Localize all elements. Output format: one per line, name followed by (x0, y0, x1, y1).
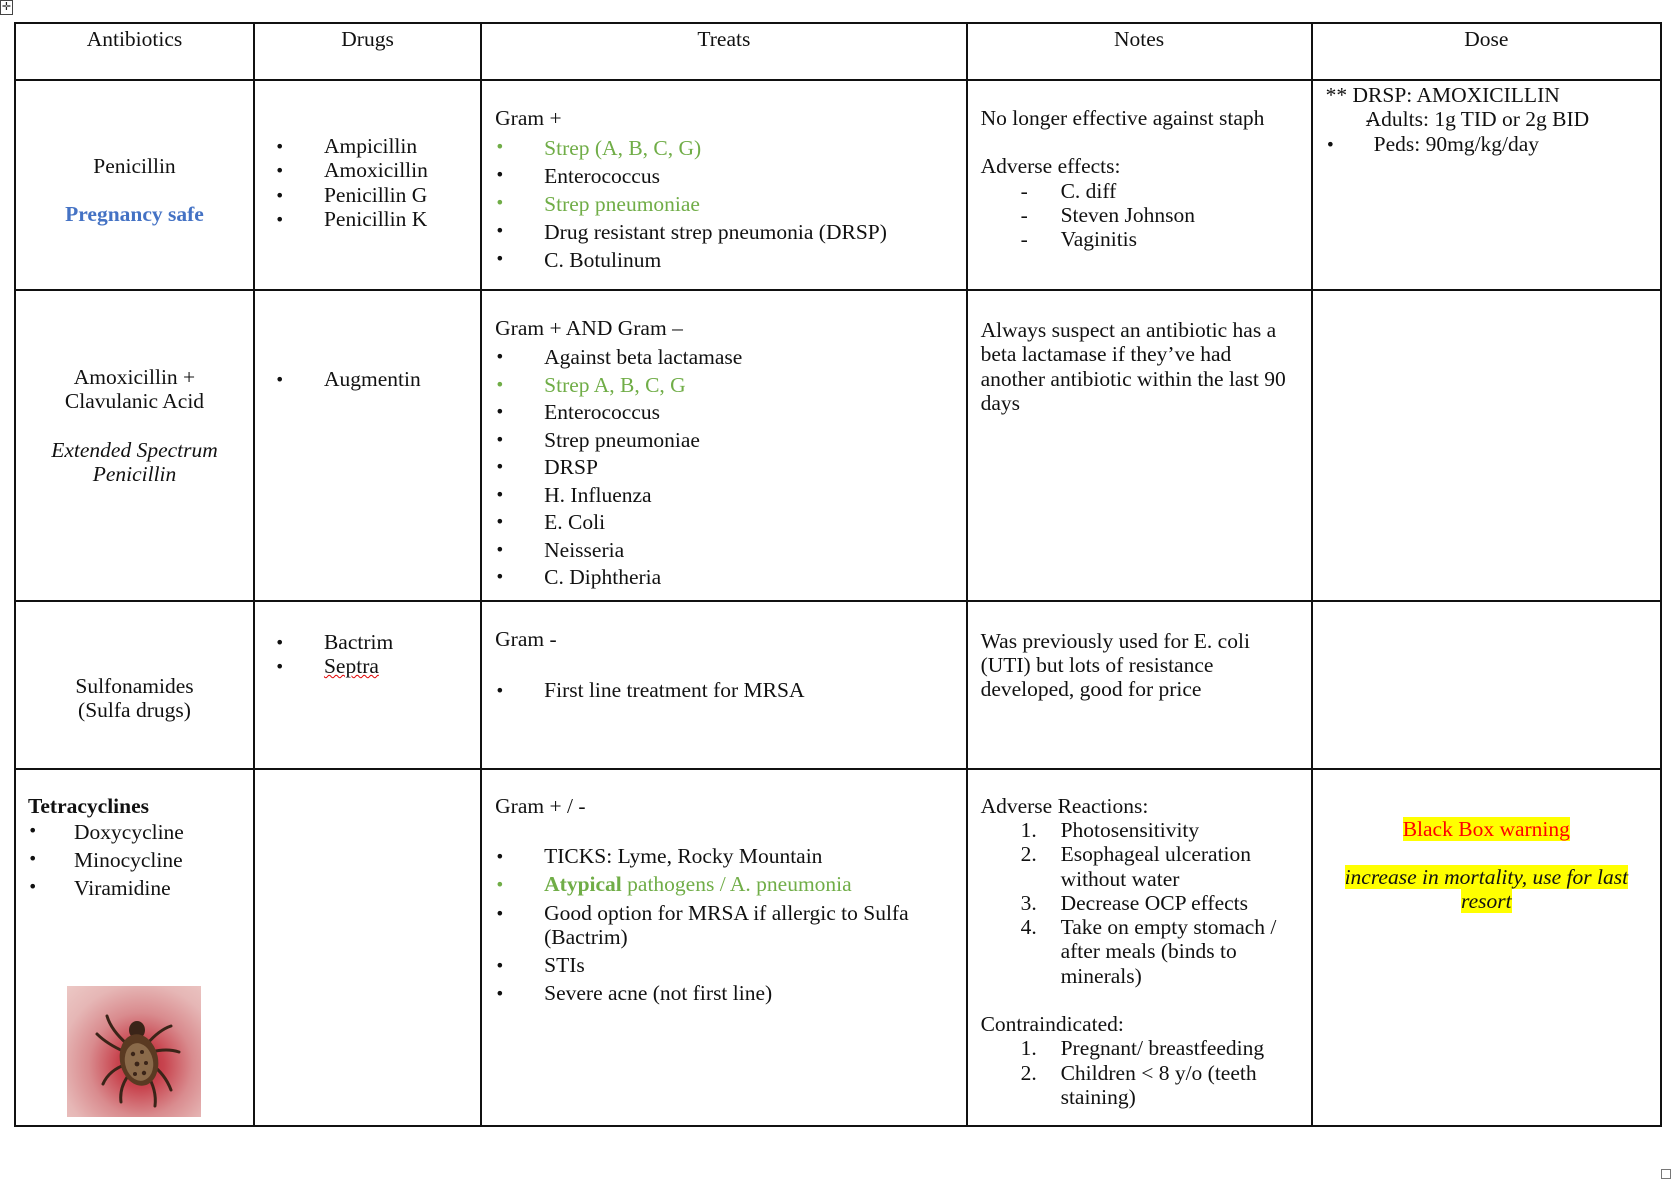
list-item: • C. Botulinum (495, 246, 952, 274)
header-treats: Treats (481, 23, 966, 80)
cell-treats (481, 80, 966, 290)
list-item (981, 891, 1298, 915)
list-item: • Strep pneumoniae (495, 427, 952, 455)
cell-dose (1312, 80, 1661, 290)
cell-notes (967, 601, 1312, 769)
cell-dose (1312, 290, 1661, 601)
list-item: • Strep A, B, C, G (495, 372, 952, 400)
list-item: • Doxycycline (28, 818, 240, 846)
cell-drugs (254, 80, 481, 290)
antibiotic-name-line1: Amoxicillin + (73, 365, 196, 389)
cell-drugs (254, 290, 481, 601)
list-item (981, 842, 1298, 891)
header-antibiotics: Antibiotics (15, 23, 254, 80)
cell-antibiotic (15, 769, 254, 1126)
misspelling-underline-text: Septra (323, 654, 379, 679)
list-item: • Minocycline (28, 846, 240, 874)
list-item: • C. Diphtheria (495, 564, 952, 592)
list-item: - Adults: 1g TID or 2g BID (1326, 107, 1647, 131)
list-item-text: Pregnant/ breastfeeding (1060, 1036, 1265, 1061)
header-drugs: Drugs (254, 23, 481, 80)
cell-notes (967, 290, 1312, 601)
list-item: - Steven Johnson (981, 203, 1298, 227)
list-item: • Drug resistant strep pneumonia (DRSP) (495, 218, 952, 246)
cell-drugs (254, 601, 481, 769)
treats-list (495, 134, 952, 274)
cell-drugs (254, 769, 481, 1126)
antibiotic-name-line2: (Sulfa drugs) (78, 698, 191, 723)
dose-dash-list (1326, 107, 1647, 131)
table-row-penicillin (15, 80, 1661, 290)
adverse-list (981, 179, 1298, 252)
list-item: • Amoxicillin (275, 158, 467, 182)
list-item: • H. Influenza (495, 482, 952, 510)
list-item: • Penicillin K (275, 207, 467, 231)
list-item: • Severe acne (not first line) (495, 981, 952, 1005)
list-number: 4. (1020, 915, 1037, 940)
header-notes: Notes (967, 23, 1312, 80)
table-header-row (15, 23, 1661, 80)
list-item-text: Children < 8 y/o (teeth staining) (1060, 1060, 1257, 1109)
list-item (981, 1061, 1298, 1110)
header-dose: Dose (1312, 23, 1661, 80)
treats-list (495, 844, 952, 1006)
black-box-warning: Black Box warning (1402, 816, 1570, 841)
drug-list (275, 630, 467, 679)
list-item: • First line treatment for MRSA (495, 678, 952, 702)
drug-list (28, 818, 240, 902)
cell-antibiotic (15, 80, 254, 290)
list-item: • Penicillin G (275, 183, 467, 207)
cell-dose (1312, 769, 1661, 1126)
list-item: • Ampicillin (275, 134, 467, 158)
cell-treats (481, 290, 966, 601)
list-item-text: Take on empty stomach / after meals (binds to minerals) (1060, 915, 1277, 988)
list-item: - Vaginitis (981, 227, 1298, 251)
table-row-augmentin (15, 290, 1661, 601)
list-item: • Bactrim (275, 630, 467, 654)
list-item: • Strep pneumoniae (495, 190, 952, 218)
cell-dose (1312, 601, 1661, 769)
list-item (981, 818, 1298, 842)
notes-text: Was previously used for E. coli (UTI) but lots of resistance developed, good for price (980, 628, 1250, 702)
antibiotic-subtitle-line2: Penicillin (92, 461, 177, 486)
antibiotic-subtitle-line1: Extended Spectrum (51, 437, 218, 462)
list-item: • Neisseria (495, 537, 952, 565)
adverse-heading: Adverse effects: (980, 154, 1121, 179)
antibiotics-table (14, 22, 1662, 1127)
adverse-list (981, 818, 1298, 988)
list-item: • Enterococcus (495, 162, 952, 190)
antibiotic-name: Tetracyclines (28, 793, 150, 818)
list-item: • TICKS: Lyme, Rocky Mountain (495, 844, 952, 868)
cell-antibiotic (15, 290, 254, 601)
list-item: • Viramidine (28, 874, 240, 902)
antibiotic-name-line1: Sulfonamides (75, 673, 194, 698)
list-item (275, 654, 467, 678)
drug-list (275, 367, 467, 391)
pregnancy-safe-label: Pregnancy safe (65, 202, 204, 227)
notes-text: Always suspect an antibiotic has a beta lactamase if they’ve had another antibiotic within the last 90 days (980, 318, 1286, 415)
drug-list (275, 134, 467, 231)
list-item: • Enterococcus (495, 399, 952, 427)
treats-list (495, 344, 952, 592)
contraindicated-list (981, 1036, 1298, 1109)
list-item: • Strep (A, B, C, G) (495, 134, 952, 162)
cell-treats (481, 769, 966, 1126)
list-item: • E. Coli (495, 509, 952, 537)
dose-bullet-list (1326, 132, 1647, 156)
list-item: • Against beta lactamase (495, 344, 952, 372)
table-row-tetracyclines (15, 769, 1661, 1126)
list-number: 3. (1020, 890, 1037, 915)
list-item: • DRSP (495, 454, 952, 482)
list-item: - C. diff (981, 179, 1298, 203)
treats-heading: Gram + AND Gram – (495, 316, 683, 340)
list-item: • Good option for MRSA if allergic to Sulfa (Bactrim) (495, 901, 952, 950)
list-item (981, 1036, 1298, 1060)
notes-text: No longer effective against staph (980, 106, 1265, 130)
list-number: 1. (1020, 1036, 1037, 1061)
dose-heading: ** DRSP: AMOXICILLIN (1325, 83, 1560, 107)
tick-photo (67, 986, 201, 1117)
antibiotic-name: Penicillin (93, 154, 176, 178)
list-item (981, 915, 1298, 988)
list-number: 1. (1020, 818, 1037, 843)
list-number: 2. (1020, 1060, 1037, 1085)
list-number: 2. (1020, 842, 1037, 867)
contraindicated-heading: Contraindicated: (980, 1012, 1124, 1037)
treats-list (495, 678, 952, 702)
tick-insect-icon (67, 986, 201, 1117)
list-item-text: Photosensitivity (1060, 818, 1200, 843)
treats-heading: Gram + / - (495, 793, 586, 818)
treats-heading: Gram + (495, 106, 562, 130)
cell-treats (481, 601, 966, 769)
table-resize-handle[interactable] (1661, 1169, 1671, 1179)
table-row-sulfonamides (15, 601, 1661, 769)
cell-antibiotic (15, 601, 254, 769)
adverse-heading: Adverse Reactions: (980, 793, 1149, 818)
dose-warning-note: increase in mortality, use for last resort (1344, 865, 1629, 914)
list-item: • STIs (495, 953, 952, 977)
table-move-handle[interactable]: ✛ (1, 0, 12, 13)
cell-notes (967, 80, 1312, 290)
atypical-label: Atypical (544, 872, 622, 897)
list-item: • Peds: 90mg/kg/day (1326, 132, 1647, 156)
list-item-text: Esophageal ulceration without water (1060, 842, 1252, 891)
treats-heading: Gram - (495, 626, 557, 651)
list-item (495, 872, 952, 896)
atypical-rest: pathogens / A. pneumonia (627, 872, 852, 897)
cell-notes (967, 769, 1312, 1126)
list-item-text: Decrease OCP effects (1060, 890, 1249, 915)
antibiotic-name-line2: Clavulanic Acid (64, 389, 205, 414)
list-item: • Augmentin (275, 367, 467, 391)
